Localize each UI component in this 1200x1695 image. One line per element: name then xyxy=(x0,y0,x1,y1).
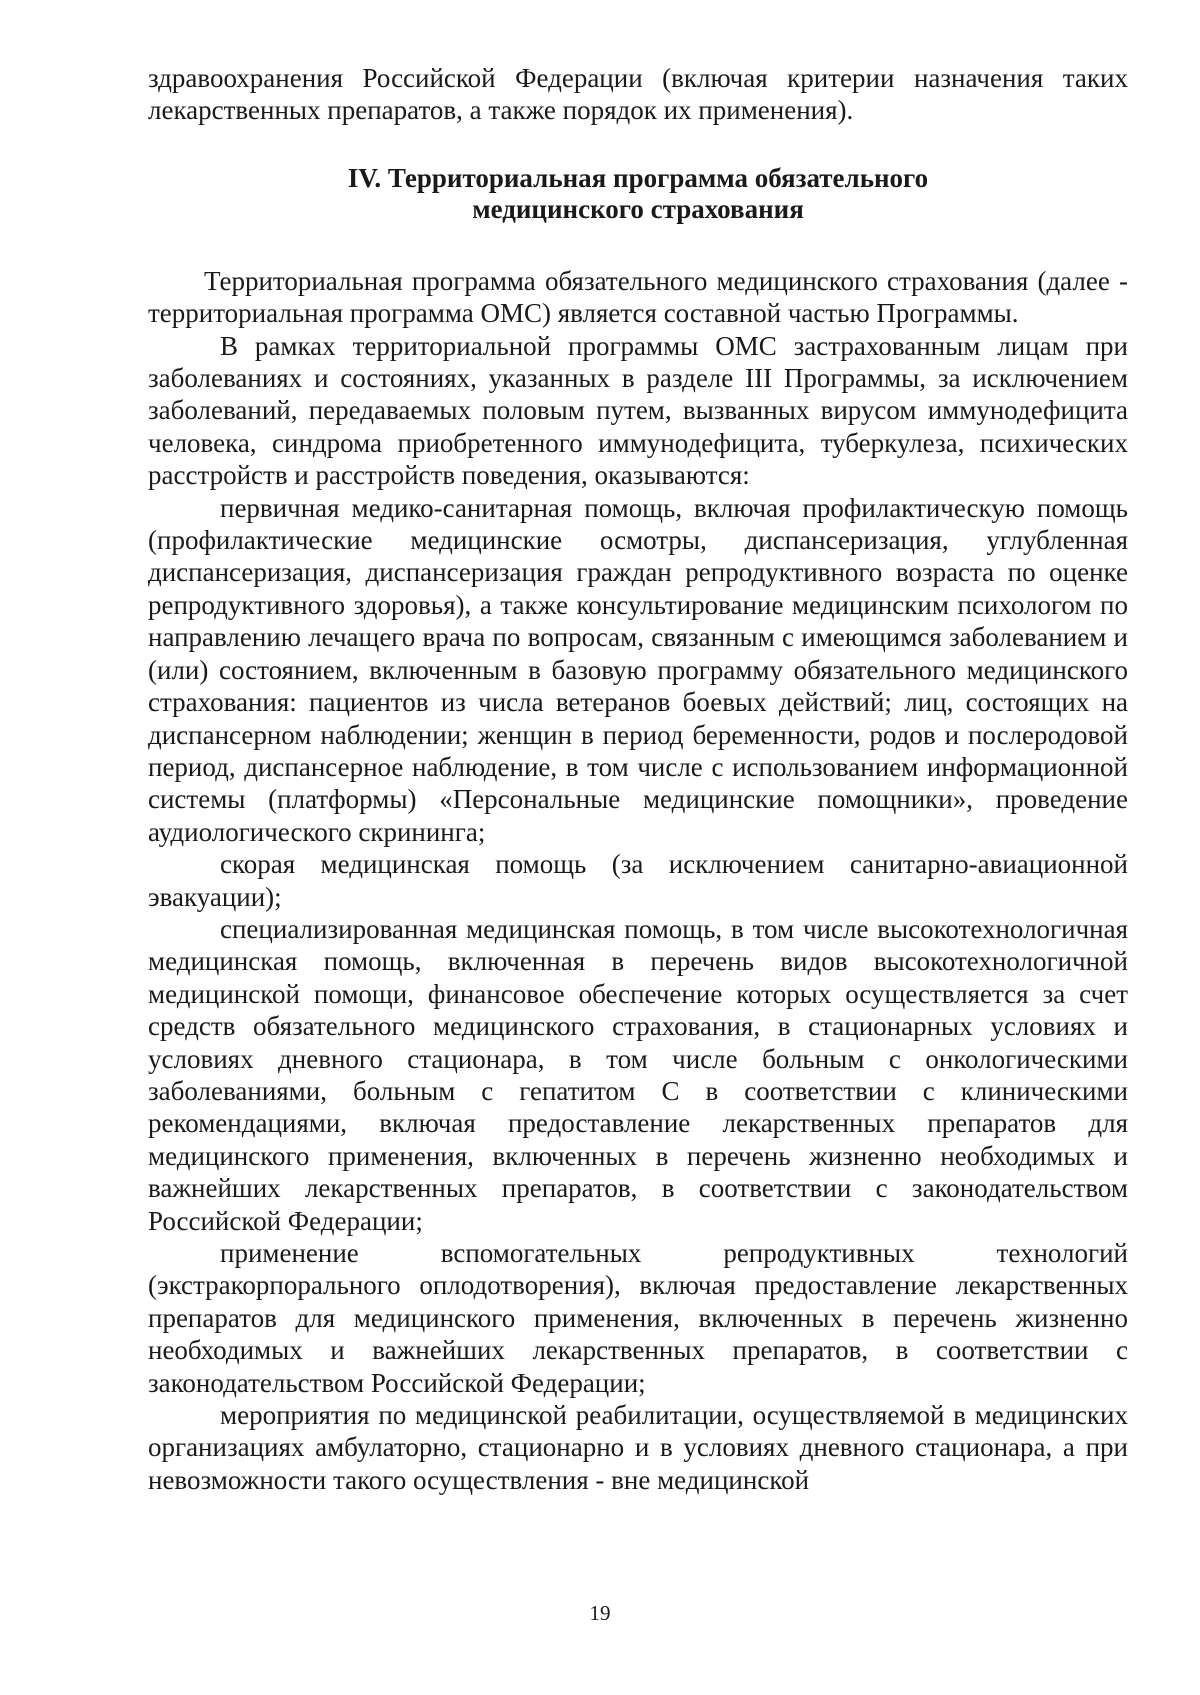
paragraph-reproductive-technologies: применение вспомогательных репродуктивных технологий (экстракорпорального оплодотворения), включая предоставление лекарственных препаратов для медицинского применения, включенных в перечень жизненно необходимых и важнейших лекарственных препаратов, в соответствии с законодательством Российской Федерации; xyxy=(148,1238,1128,1398)
paragraph-coverage-scope: В рамках территориальной программы ОМС застрахованным лицам при заболеваниях и состояниях, указанных в разделе III Программы, за исключением заболеваний, передаваемых половым путем, вызванных вирусом иммунодефицита человека, синдрома приобретенного иммунодефицита, туберкулеза, психических расстройств и расстройств поведения, оказываются: xyxy=(148,330,1128,491)
paragraph-emergency-care: скорая медицинская помощь (за исключением санитарно-авиационной эвакуации); xyxy=(148,849,1128,912)
intro-paragraph: здравоохранения Российской Федерации (включая критерии назначения таких лекарственных препаратов, а также порядок их применения). xyxy=(148,63,1128,126)
page-number: 19 xyxy=(589,1601,611,1625)
paragraph-primary-care: первичная медико-санитарная помощь, включая профилактическую помощь (профилактические медицинские осмотры, диспансеризация, углубленная диспансеризация, диспансеризация граждан репродуктивного возраста по оценке репродуктивного здоровья), а также консультирование медицинским психологом по направлению лечащего врача по вопросам, связанным с имеющимся заболеванием и (или) состоянием, включенным в базовую программу обязательного медицинского страхования: пациентов из числа ветеранов боевых действий; лиц, состоящих на диспансерном наблюдении; женщин в период беременности, родов и послеродовой период, диспансерное наблюдение, в том числе с использованием информационной системы (платформы) «Персональные медицинские помощники», проведение аудиологического скрининга; xyxy=(148,492,1128,847)
paragraph-specialized-care: специализированная медицинская помощь, в том числе высокотехнологичная медицинская помощь, включенная в перечень видов высокотехнологичной медицинской помощи, финансовое обеспечение которых осуществляется за счет средств обязательного медицинского страхования, в стационарных условиях и условиях дневного стационара, в том числе больным с онкологическими заболеваниями, больным с гепатитом С в соответствии с клиническими рекомендациями, включая предоставление лекарственных препаратов для медицинского применения, включенных в перечень жизненно необходимых и важнейших лекарственных препаратов, в соответствии с законодательством Российской Федерации; xyxy=(148,913,1128,1236)
section-heading-line-2: медицинского страхования xyxy=(472,193,804,224)
paragraph-rehabilitation: мероприятия по медицинской реабилитации, осуществляемой в медицинских организациях амбулаторно, стационарно и в условиях дневного стационара, а при невозможности такого осуществления - вне медицинской xyxy=(148,1400,1128,1495)
section-heading-line-1: IV. Территориальная программа обязательного xyxy=(347,162,929,193)
section-heading xyxy=(148,163,1128,225)
paragraph-program-definition: Территориальная программа обязательного медицинского страхования (далее - территориальная программа ОМС) является составной частью Программы. xyxy=(148,265,1128,329)
document-page xyxy=(148,62,1128,1496)
